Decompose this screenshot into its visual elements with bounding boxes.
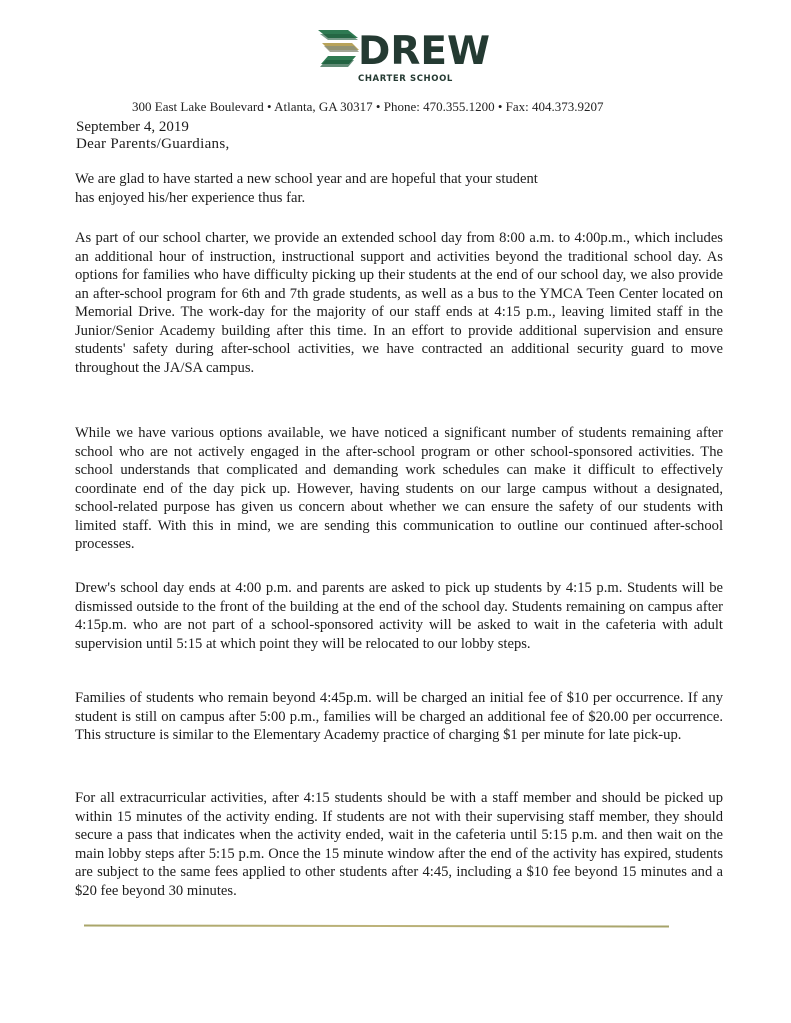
paragraph-welcome: We are glad to have started a new school year and are hopeful that your student has enjoyed his/her experience thus far. <box>75 171 538 206</box>
paragraph-late-fees: Families of students who remain beyond 4:45p.m. will be charged an initial fee of $10 per occurrence. If any student is still on campus after 5:00 p.m., families will be charged an additional fee of $20.00 per occurrence. This structure is similar to the Elementary Academy practice of charging $1 per minute for late pick-up. <box>75 690 723 743</box>
paragraph-dismissal: Drew's school day ends at 4:00 p.m. and parents are asked to pick up students by 4:15 p.m. Students will be dismissed outside to the front of the building at the end of the school day. Students remaining on campus after 4:15p.m. who are not part of a school-sponsored activity will be asked to wait in the cafeteria with adult supervision until 5:15 at which point they will be relocated to our lobby steps. <box>75 580 723 652</box>
school-logo <box>318 28 491 88</box>
paragraph-extended-day: As part of our school charter, we provide an extended school day from 8:00 a.m. to 4:00p.m., which includes an additional hour of instruction, instructional support and activities beyond the traditional school day. As options for families who have difficulty picking up their students at the end of our school day, we also provide an after-school program for 6th and 7th grade students, as well as a bus to the YMCA Teen Center located on Memorial Drive. The work-day for the majority of our staff ends at 4:15 p.m., leaving limited staff in the Junior/Senior Academy building after this time. In an effort to provide additional supervision and ensure students' safety during after-school activities, we have contracted an additional security guard to move throughout the JA/SA campus. <box>75 230 723 376</box>
letter-date: September 4, 2019 <box>76 119 189 135</box>
letter-salutation: Dear Parents/Guardians, <box>76 136 230 152</box>
drew-chevron-stripes-icon <box>318 30 360 74</box>
paragraph-extracurricular: For all extracurricular activities, after 4:15 students should be with a staff member and should be picked up within 15 minutes of the activity ending. If students are not with their supervising staff member, they should secure a pass that indicates when the activity ended, wait in the cafeteria until 5:15 p.m. and then wait on the main lobby steps after 5:15 p.m. Once the 15 minute window after the end of the activity has expired, students are subject to the same fees applied to other students after 4:45, including a $10 fee beyond 15 minutes and a $20 fee beyond 30 minutes. <box>75 790 723 899</box>
logo-subtitle: CHARTER SCHOOL <box>358 74 453 84</box>
paragraph-concern: While we have various options available, we have noticed a significant number of students remaining after school who are not actively engaged in the after-school program or other school-sponsored activities. The school understands that complicated and demanding work schedules can make it difficult to effectively coordinate end of the day pick up. However, having students on our large campus without a designated, school-related purpose has given us concern about whether we can ensure the safety of our students with limited staff. With this in mind, we are sending this communication to outline our continued after-school processes. <box>75 425 723 552</box>
letterhead-address: 300 East Lake Boulevard • Atlanta, GA 30317 • Phone: 470.355.1200 • Fax: 404.373.9207 <box>132 99 604 114</box>
footer-divider <box>84 924 669 927</box>
logo-wordmark: DREW <box>358 29 491 74</box>
